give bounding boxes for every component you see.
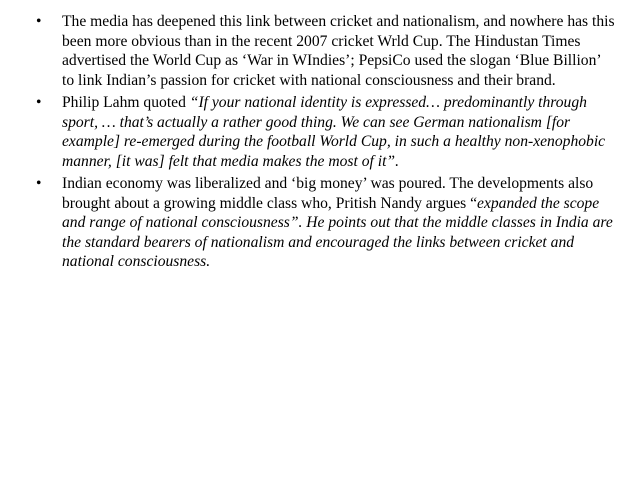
bullet-text: The media has deepened this link between cricket and nationalism, and nowhere has this been more obvious than in the recent 2007 cricket Wrld Cup. The Hindustan Times advertised the World Cup as ‘War in WIndies’; PepsiCo used the slogan ‘Blue Billion’ to link Indian’s passion for cricket with national consciousness and their brand. bbox=[62, 13, 615, 89]
bullet-item bbox=[36, 93, 616, 171]
bullet-icon: • bbox=[36, 94, 42, 111]
bullet-icon: • bbox=[36, 13, 42, 30]
bullet-text: Indian economy was liberalized and ‘big money’ was poured. The developments also brought about a growing middle class who, Pritish Nandy argues “ bbox=[62, 175, 594, 212]
bullet-item bbox=[36, 12, 616, 90]
bullet-item bbox=[36, 174, 616, 272]
bullet-list bbox=[36, 12, 616, 275]
bullet-text: Philip Lahm quoted bbox=[62, 94, 190, 111]
quote-text: “If your national identity is expressed… predominantly through sport, … that’s actually a rather good thing. We can see German nationalism [for example] re-emerged during the football World Cup, in such a healthy non-xenophobic manner, [it was] felt that media makes the most of it”. bbox=[62, 94, 606, 170]
quote-text: expanded the scope and range of national consciousness”. He points out that the middle classes in India are the standard bearers of nationalism and encouraged the links between cricket and national consciousness. bbox=[62, 194, 613, 270]
bullet-icon: • bbox=[36, 175, 42, 192]
